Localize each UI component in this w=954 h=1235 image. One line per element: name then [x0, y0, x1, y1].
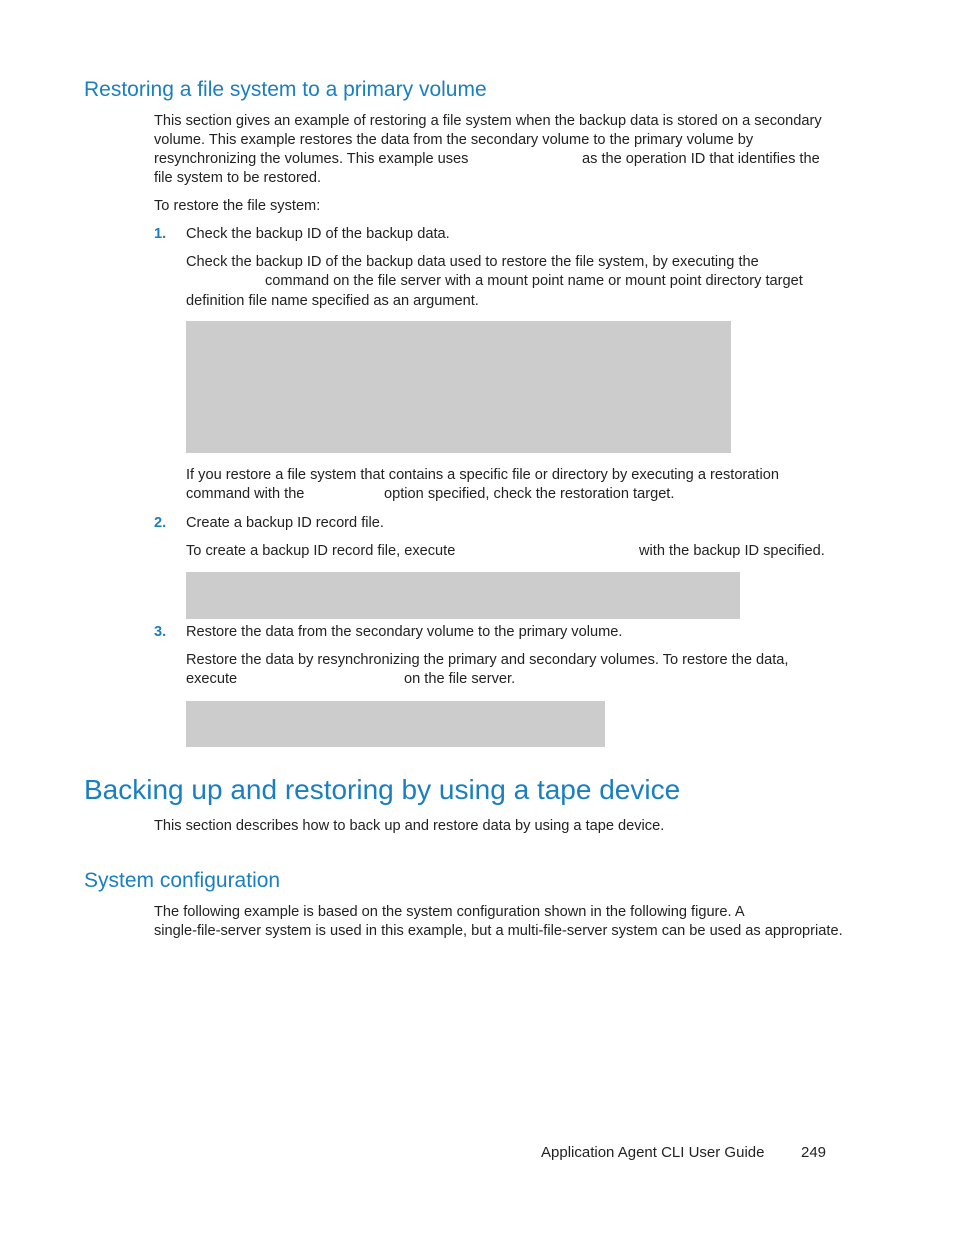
step2-body-head: To create a backup ID record file, execute [186, 543, 456, 559]
intro-line-1: This section gives an example of restoring a file system when the backup data is stored on a secondary [154, 113, 822, 129]
step3-body-line-2-head: execute [186, 671, 238, 687]
section-heading-tape-device: Backing up and restoring by using a tape device [84, 774, 681, 805]
lead-text: To restore the file system: [154, 198, 321, 214]
code-block-2 [186, 572, 740, 619]
section3-line-1: The following example is based on the system configuration shown in the following figure. A [154, 904, 745, 920]
step1-note-line-2-tail: option specified, check the restoration target. [384, 486, 675, 502]
step3-body-line-1: Restore the data by resynchronizing the primary and secondary volumes. To restore the data, [186, 652, 789, 668]
intro-line-3: resynchronizing the volumes. This example uses [154, 151, 469, 167]
step1-body-line-3: definition file name specified as an argument. [186, 293, 479, 309]
section2-intro: This section describes how to back up and restore data by using a tape device. [154, 818, 665, 834]
step-title-3: Restore the data from the secondary volume to the primary volume. [186, 624, 623, 640]
intro-line-3-tail: as the operation ID that identifies the [582, 151, 820, 167]
code-block-1 [186, 321, 731, 453]
step-number-3: 3. [154, 624, 167, 640]
code-block-3 [186, 701, 605, 747]
intro-line-2: volume. This example restores the data from the secondary volume to the primary volume by [154, 132, 754, 148]
step-number-1: 1. [154, 226, 167, 242]
step2-body-tail: with the backup ID specified. [639, 543, 825, 559]
step3-body-line-2-tail: on the file server. [404, 671, 516, 687]
section3-line-2: single-file-server system is used in this example, but a multi-file-server system can be used as appropriate. [154, 923, 843, 939]
footer-guide-title: Application Agent CLI User Guide [541, 1144, 765, 1161]
step1-note-line-2: command with the [186, 486, 305, 502]
step1-note-line-1: If you restore a file system that contains a specific file or directory by executing a restoration [186, 467, 779, 483]
step-title-1: Check the backup ID of the backup data. [186, 226, 450, 242]
step1-body-line-2: command on the file server with a mount point name or mount point directory target [265, 273, 803, 289]
step-title-2: Create a backup ID record file. [186, 515, 384, 531]
section-heading-system-configuration: System configuration [84, 869, 281, 892]
intro-line-4: file system to be restored. [154, 170, 322, 186]
step1-body-line-1: Check the backup ID of the backup data used to restore the file system, by executing the [186, 254, 759, 270]
footer-page-number: 249 [801, 1144, 827, 1161]
step-number-2: 2. [154, 515, 167, 531]
section-heading-restore-primary: Restoring a file system to a primary volume [84, 78, 487, 101]
